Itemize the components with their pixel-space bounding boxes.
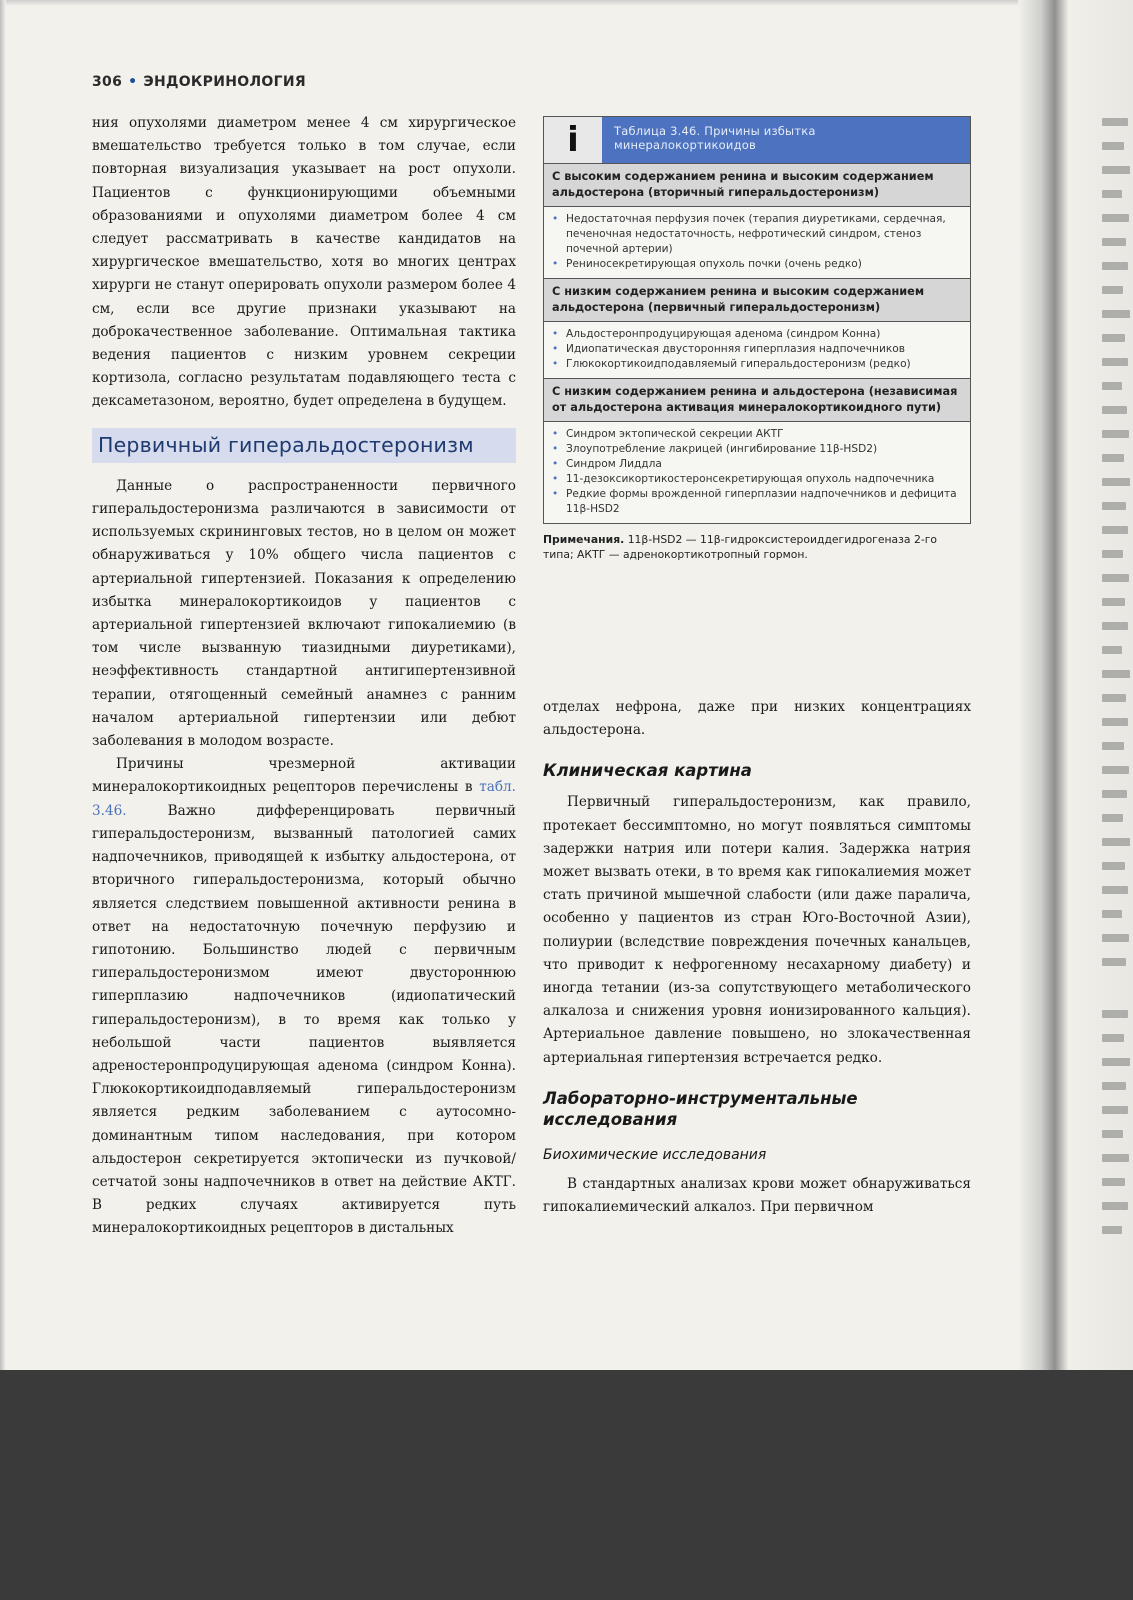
list-item: • Синдром Лиддла (552, 458, 662, 470)
left-paragraph-1: ния опухолями диаметром менее 4 см хирургическое вмешательство требуется только в том случае, если повторная визуализация указывает на рост опухоли. Пациентов с функционирующими объемными образованиями и опухолями диаметром более 4 см следует рассматривать в качестве кандидатов на хирургическое вмешательство, хотя во многих центрах хирурги не станут оперировать опухоли размером более 4 см, если все другие признаки указывают на доброкачественное заболевание. Оптимальная тактика ведения пациентов с низким уровнем секреции кортизола, согласно результатам подавляющего теста с дексаметазоном, вероятно, будет определена в будущем. (92, 115, 516, 410)
gutter-mark (1102, 166, 1130, 174)
bullet-icon: • (552, 213, 559, 225)
gutter-mark (1102, 406, 1127, 414)
gutter-mark (1102, 358, 1128, 366)
gutter-mark (1102, 1130, 1123, 1138)
gutter-mark (1102, 382, 1122, 390)
page-gutter (1018, 0, 1133, 1370)
gutter-mark (1102, 934, 1129, 942)
gutter-mark (1102, 958, 1126, 966)
header-section: ЭНДОКРИНОЛОГИЯ (143, 74, 306, 90)
gutter-mark (1102, 766, 1129, 774)
right-continuation: отделах нефрона, даже при низких концентрациях альдостерона. (543, 699, 971, 739)
gutter-mark (1102, 694, 1126, 702)
table-group-body-3 (543, 422, 971, 524)
gutter-mark (1102, 526, 1128, 534)
gutter-mark (1102, 118, 1128, 126)
header-separator: • (128, 74, 138, 90)
gutter-mark (1102, 1082, 1126, 1090)
gutter-mark (1102, 214, 1129, 222)
gutter-mark (1102, 550, 1123, 558)
gutter-mark (1102, 1106, 1128, 1114)
gutter-mark (1102, 862, 1125, 870)
running-header (92, 74, 306, 90)
gutter-mark (1102, 238, 1126, 246)
table-group-heading-1: С высоким содержанием ренина и высоким содержанием альдостерона (вторичный гиперальдостеронизм) (543, 164, 971, 207)
gutter-mark (1102, 910, 1122, 918)
page-number: 306 (92, 74, 123, 90)
list-item: • Глюкокортикоидподавляемый гиперальдостеронизм (редко) (552, 358, 911, 370)
gutter-mark (1102, 742, 1124, 750)
bullet-icon: • (552, 458, 559, 470)
gutter-mark (1102, 430, 1129, 438)
gutter-mark (1102, 1058, 1130, 1066)
list-item: • Редкие формы врожденной гиперплазии надпочечников и дефицита 11β-HSD2 (552, 488, 957, 515)
gutter-mark (1102, 646, 1122, 654)
table-title: Таблица 3.46. Причины избытка минералокортикоидов (602, 117, 970, 163)
gutter-mark (1102, 454, 1124, 462)
bullet-icon: • (552, 343, 559, 355)
paragraph-clinical: Первичный гиперальдостеронизм, как правило, протекает бессимптомно, но могут появляться симптомы задержки натрия или потери калия. Задержка натрия может вызвать отеки, в то время как гипокалиемия может стать причиной мышечной слабости (или даже паралича, особенно у пациентов из стран Юго-Восточной Азии), полиурии (вследствие повреждения почечных канальцев, что приводит к нефрогенному несахарному диабету) и иногда тетании (из-за сопутствующего метаболического алкалоза и снижения уровня ионизированного кальция). Артериальное давление повышено, но злокачественная артериальная гипертензия встречается редко. (543, 794, 971, 1066)
list-item: • Идиопатическая двусторонняя гиперплазия надпочечников (552, 343, 905, 355)
paragraph-biochem: В стандартных анализах крови может обнаруживаться гипокалиемический алкалоз. При первичном (543, 1176, 971, 1216)
gutter-mark (1102, 574, 1129, 582)
gutter-mark (1102, 814, 1123, 822)
bullet-icon: • (552, 258, 559, 270)
gutter-mark (1102, 1202, 1128, 1210)
list-item: • 11-дезоксикортикостеронсекретирующая опухоль надпочечника (552, 473, 935, 485)
heading-lab: Лабораторно-инструментальные исследования (543, 1088, 858, 1129)
gutter-mark (1102, 622, 1128, 630)
gutter-mark (1102, 1154, 1129, 1162)
gutter-mark (1102, 1010, 1128, 1018)
list-item: • Синдром эктопической секреции АКТГ (552, 428, 784, 440)
note-text: 11β-HSD2 — 11β-гидроксистероиддегидрогеназа 2-го типа; АКТГ — адренокортикотропный гормон. (543, 533, 937, 561)
table-group-heading-3: С низким содержанием ренина и альдостерона (независимая от альдостерона активация минералокортикоидного пути) (543, 378, 971, 422)
gutter-mark (1102, 142, 1124, 150)
page-top-shadow (0, 0, 1133, 6)
table-note (543, 532, 971, 562)
list-item: • Рениносекретирующая опухоль почки (очень редко) (552, 258, 862, 270)
gutter-mark (1102, 190, 1122, 198)
heading-clinical: Клиническая картина (543, 761, 752, 781)
list-item: • Недостаточная перфузия почек (терапия диуретиками, сердечная, печеночная недостаточность, нефротический синдром, стеноз почечной артерии) (552, 213, 946, 255)
table-header (543, 116, 971, 164)
left-column (92, 112, 516, 1241)
table-group-body-2 (543, 322, 971, 378)
gutter-mark (1102, 262, 1128, 270)
gutter-mark (1102, 598, 1125, 606)
left-paragraph-3 (92, 753, 516, 1240)
bullet-icon: • (552, 488, 559, 500)
paragraph-3-start: Причины чрезмерной активации минералокортикоидных рецепторов перечислены в (92, 756, 516, 796)
right-column (543, 696, 971, 1219)
gutter-mark (1102, 1178, 1125, 1186)
gutter-mark (1102, 286, 1123, 294)
gutter-mark (1102, 718, 1128, 726)
gutter-mark (1102, 478, 1130, 486)
paragraph-3-rest: Важно дифференцировать первичный гиперальдостеронизм, вызванный патологией самих надпочечников, приводящей к избытку альдостерона, от вторичного гиперальдостеронизма, который обычно является следствием повышенной активности ренина в ответ на недостаточную почечную перфузию и гипотонию. Большинство людей с первичным гиперальдостеронизмом имеют двустороннюю гиперплазию надпочечников (идиопатический гиперальдостеронизм), в то время как только у небольшой части пациентов выявляется адреностеронпродуцирующая аденома (синдром Конна). Глюкокортикоидподавляемый гиперальдостеронизм является редким заболеванием с аутосомно-доминантным типом наследования, при котором альдостерон секретируется эктопически из пучковой/сетчатой зоны надпочечников в ответ на действие АКТГ. В редких случаях активируется путь минералокортикоидных рецепторов в дистальных (92, 802, 516, 1237)
subheading-biochem: Биохимические исследования (543, 1146, 767, 1163)
gutter-mark (1102, 502, 1126, 510)
list-item: • Злоупотребление лакрицей (ингибирование 11β-HSD2) (552, 443, 878, 455)
gutter-mark (1102, 886, 1128, 894)
bullet-icon: • (552, 443, 559, 455)
gutter-mark (1102, 1034, 1124, 1042)
table-reference-link[interactable]: табл. 3.46. (92, 779, 516, 819)
table-3-46 (543, 116, 971, 562)
gutter-mark (1102, 790, 1127, 798)
gutter-mark (1102, 1226, 1122, 1234)
gutter-mark (1102, 838, 1130, 846)
note-label: Примечания. (543, 533, 625, 546)
info-icon: i (544, 117, 602, 163)
gutter-mark (1102, 670, 1130, 678)
section-title: Первичный гиперальдостеронизм (92, 428, 516, 463)
bullet-icon: • (552, 428, 559, 440)
page-left-edge (0, 0, 6, 1370)
bullet-icon: • (552, 328, 559, 340)
gutter-mark (1102, 334, 1125, 342)
list-item: • Альдостеронпродуцирующая аденома (синдром Конна) (552, 328, 881, 340)
table-group-heading-2: С низким содержанием ренина и высоким содержанием альдостерона (первичный гиперальдостеронизм) (543, 278, 971, 322)
bullet-icon: • (552, 358, 559, 370)
left-paragraph-2: Данные о распространенности первичного гиперальдостеронизма различаются в зависимости от используемых скрининговых тестов, но в целом он может обнаруживаться у 10% общего числа пациентов с артериальной гипертензией. Показания к определению избытка минералокортикоидов у пациентов с артериальной гипертензией включают гипокалиемию (в том числе вызванную тиазидными диуретиками), неэффективность стандартной антигипертензивной терапии, отягощенный семейный анамнез с ранним началом артериальной гипертензии или дебют заболевания в молодом возрасте. (92, 477, 516, 750)
table-group-body-1 (543, 207, 971, 278)
gutter-mark (1102, 310, 1130, 318)
bullet-icon: • (552, 473, 559, 485)
